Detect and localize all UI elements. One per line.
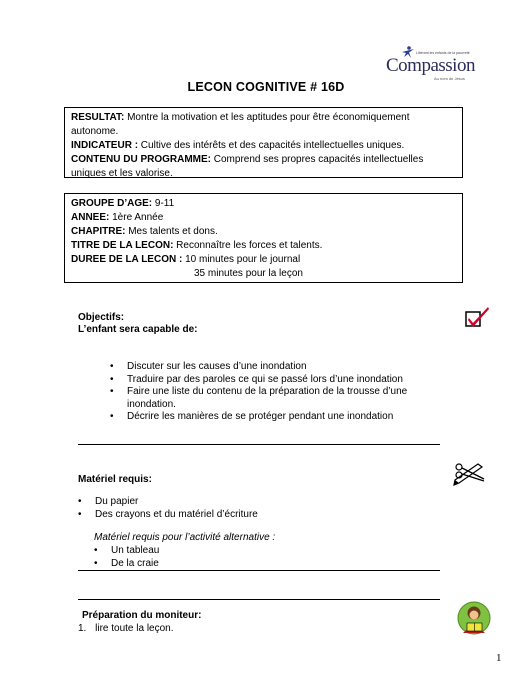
indicateur-label: INDICATEUR :	[71, 140, 139, 151]
objectifs-heading: Objectifs:	[78, 312, 125, 323]
list-item: • Décrire les manières de se protéger pendant une inondation	[110, 411, 440, 424]
titre-value: Reconnaître les forces et talents.	[173, 240, 323, 251]
duree-value-2: 35 minutes pour la leçon	[194, 268, 303, 279]
list-item: • Un tableau	[94, 545, 394, 558]
age-value: 9-11	[152, 198, 175, 209]
divider	[78, 444, 440, 445]
resultat-label: RESULTAT:	[71, 112, 125, 123]
preparation-item	[78, 622, 174, 635]
logo-small-text: Libérant les enfants de la pauvreté	[416, 51, 470, 55]
page-title: LECON COGNITIVE # 16D	[187, 80, 345, 94]
contenu-line	[71, 153, 456, 181]
divider	[78, 570, 440, 571]
annee-label: ANNEE:	[71, 212, 110, 223]
preparation-heading: Préparation du moniteur:	[82, 610, 202, 621]
titre-label: TITRE DE LA LECON:	[71, 240, 174, 251]
list-item: • Faire une liste du contenu de la préparation de la trousse d’une inondation.	[110, 386, 440, 411]
chapitre-label: CHAPITRE:	[71, 226, 126, 237]
chapitre-line	[71, 225, 456, 239]
materiel-alt-list	[94, 545, 394, 570]
materiel-alt-heading: Matériel requis pour l’activité alternative :	[94, 532, 276, 543]
resultat-text: Montre la motivation et les aptitudes pour être économiquement autonome.	[71, 112, 410, 137]
duree-label: DUREE DE LA LECON :	[71, 254, 183, 265]
lesson-box	[64, 193, 463, 283]
list-item: • De la craie	[94, 558, 394, 571]
indicateur-text: Cultive des intérêts et des capacités intellectuelles uniques.	[138, 140, 405, 151]
list-item: • Des crayons et du matériel d’écriture	[78, 509, 408, 522]
divider	[78, 599, 440, 600]
preparation-item-number: 1.	[78, 623, 87, 634]
materiel-heading: Matériel requis:	[78, 474, 152, 485]
resultat-line	[71, 111, 456, 139]
objectifs-subheading: L’enfant sera capable de:	[78, 324, 198, 335]
teacher-reading-icon	[455, 600, 493, 636]
objectifs-list	[110, 361, 440, 424]
materiel-list	[78, 496, 408, 521]
list-item: • Traduire par des paroles ce qui se passé lors d’une inondation	[110, 374, 440, 387]
contenu-text: Comprend ses propres capacités intellectuelles uniques et les valorise.	[71, 154, 424, 179]
list-item: • Discuter sur les causes d’une inondation	[110, 361, 440, 374]
annee-value: 1ère Année	[109, 212, 164, 223]
info-box	[64, 107, 463, 178]
indicateur-line	[71, 139, 456, 153]
list-item: • Du papier	[78, 496, 408, 509]
annee-line	[71, 211, 456, 225]
logo-wordmark: Compassion	[386, 55, 475, 76]
page-number: 1	[496, 652, 502, 664]
duree-value-1: 10 minutes pour le journal	[182, 254, 301, 265]
logo-tagline: Au nom de Jésus	[434, 76, 465, 81]
chapitre-value: Mes talents et dons.	[125, 226, 218, 237]
titre-line	[71, 239, 456, 253]
age-label: GROUPE D’AGE:	[71, 198, 153, 209]
checkbox-check-icon	[465, 306, 491, 330]
duree-line	[71, 253, 456, 267]
pencil-scissors-icon	[452, 460, 486, 486]
preparation-item-text: lire toute la leçon.	[95, 623, 174, 634]
age-line	[71, 197, 456, 211]
contenu-label: CONTENU DU PROGRAMME:	[71, 154, 211, 165]
